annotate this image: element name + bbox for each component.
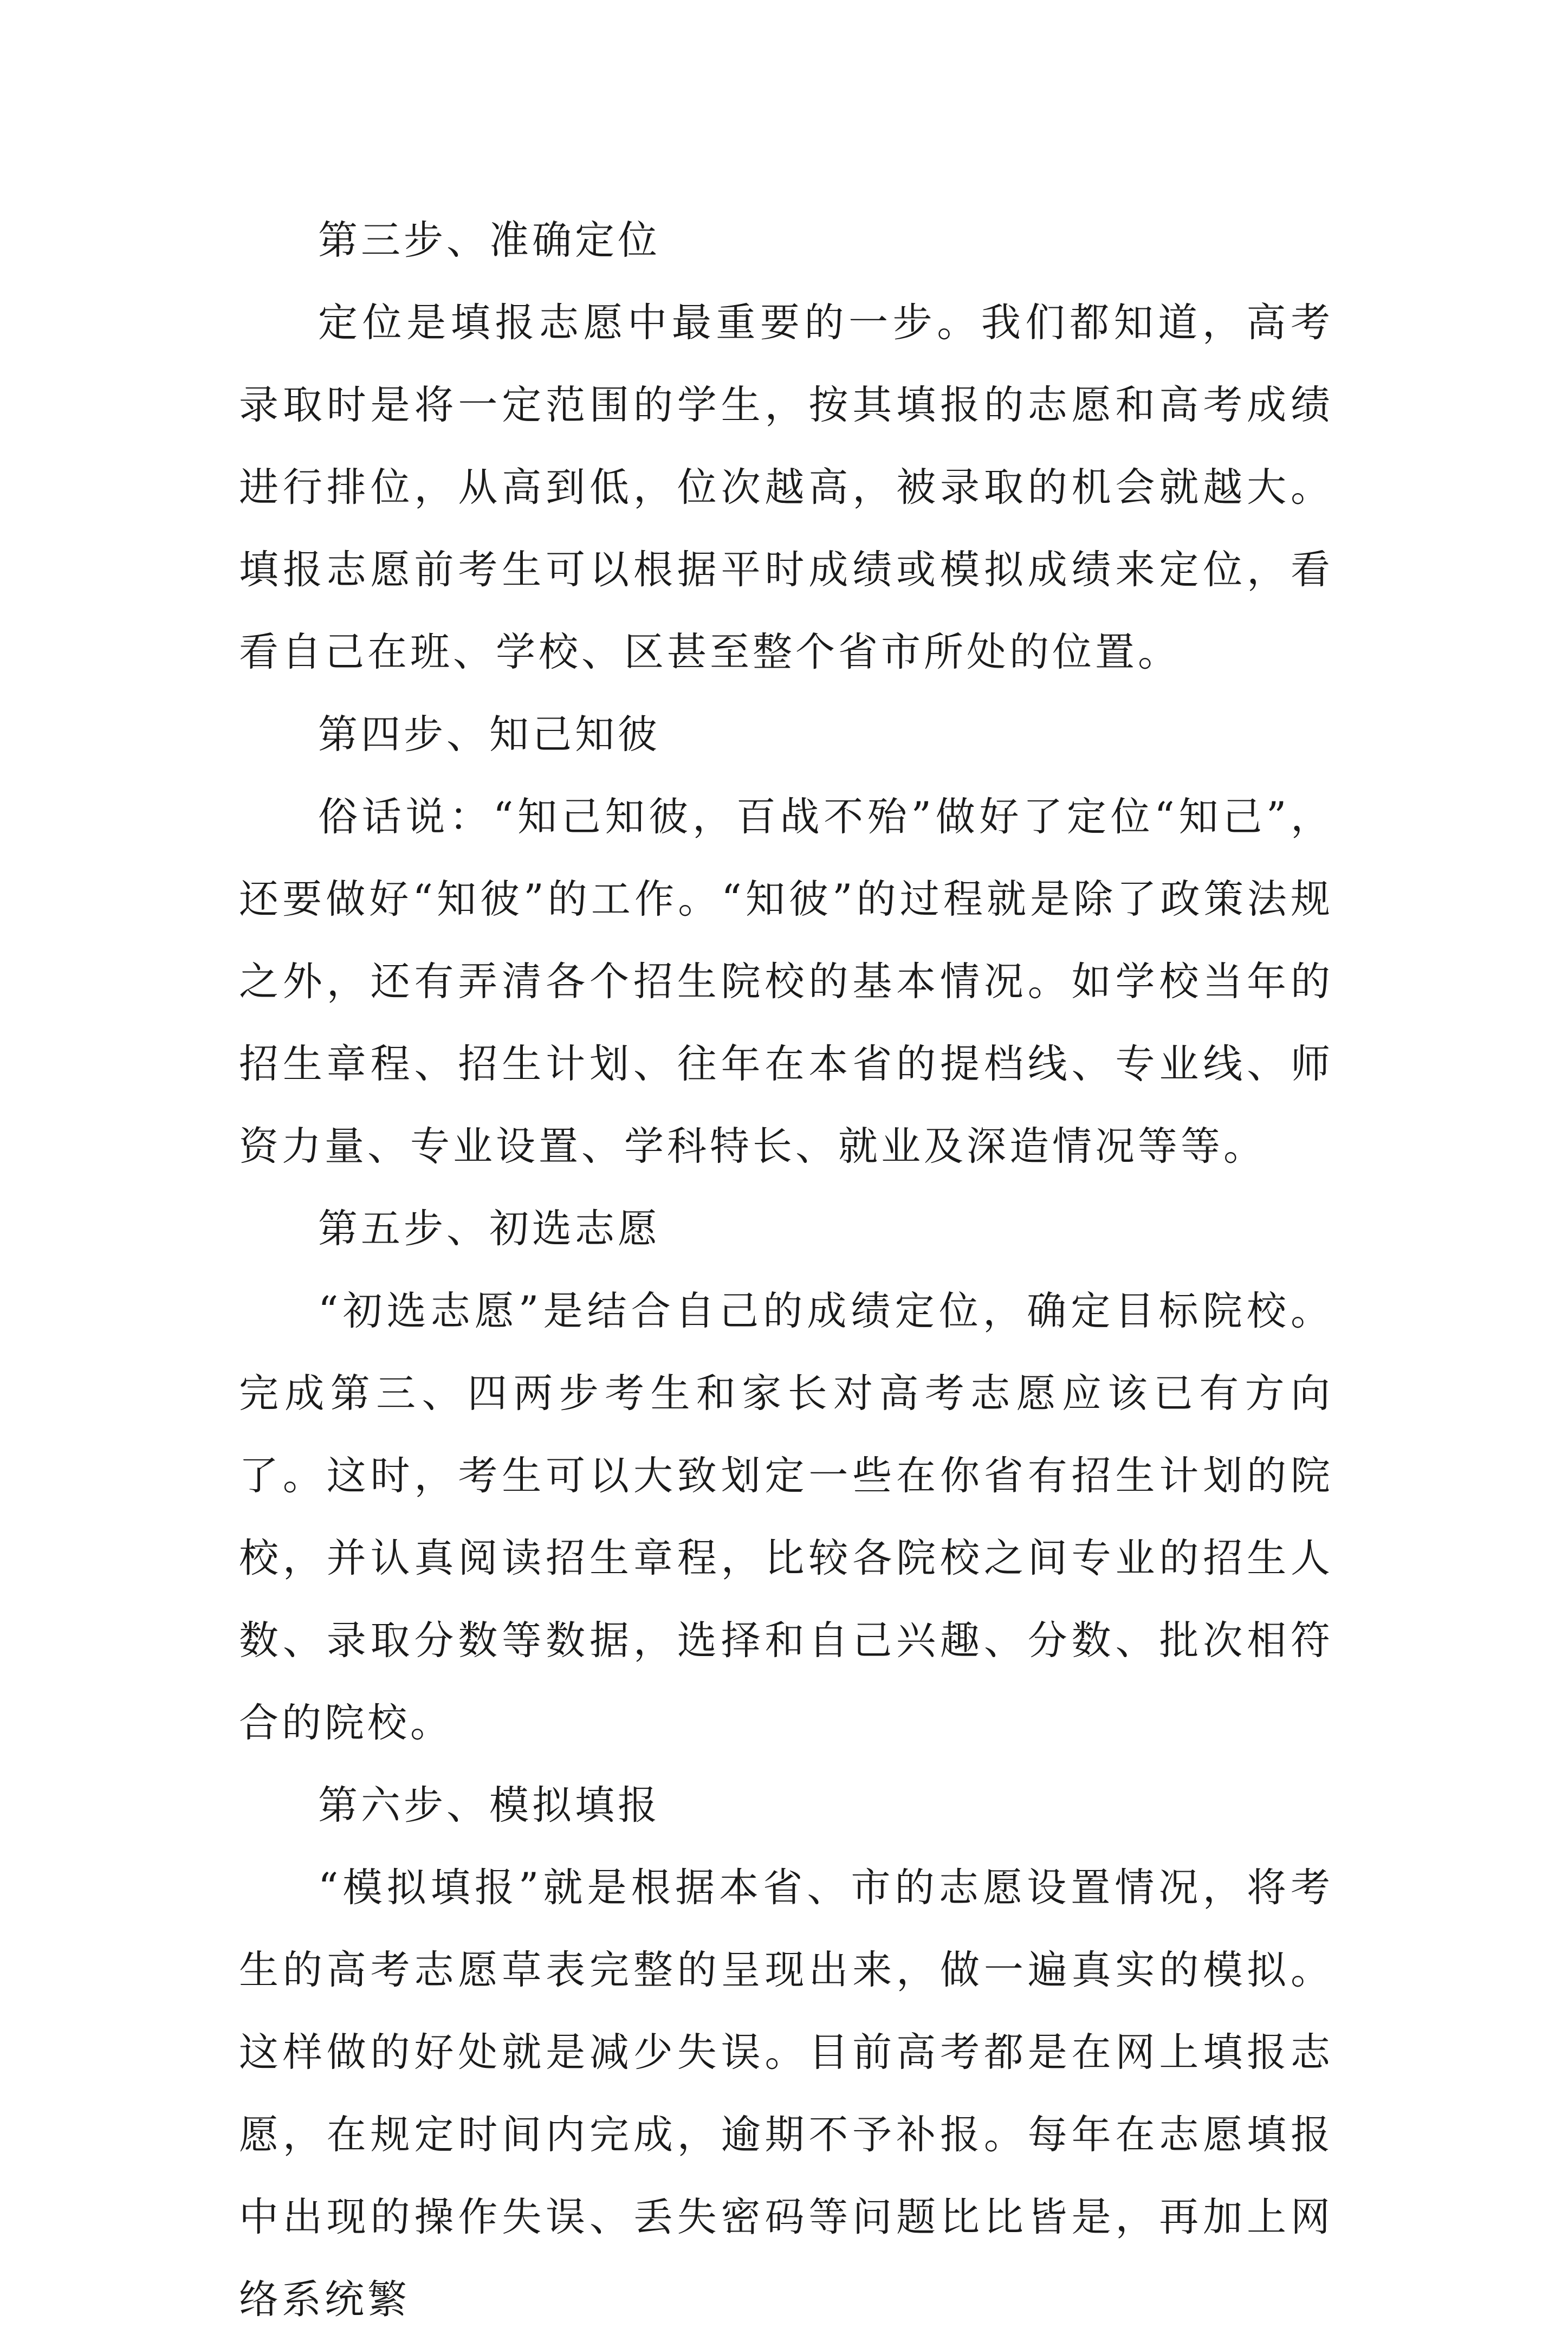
section-paragraph-step6: “模拟填报”就是根据本省、市的志愿设置情况，将考生的高考志愿草表完整的呈现出来，做一遍真实的模拟。这样做的好处就是减少失误。目前高考都是在网上填报志愿，在规定时间内完成，逾期不予补报。每年在志愿填报中出现的操作失误、丢失密码等问题比比皆是，再加上网络系统繁 xyxy=(239,1865,1333,2323)
section-heading-step3: 第三步、准确定位 xyxy=(318,217,660,263)
section-heading-step6: 第六步、模拟填报 xyxy=(318,1782,660,1828)
section-heading-step5: 第五步、初选志愿 xyxy=(318,1206,660,1252)
section-paragraph-step5: “初选志愿”是结合自己的成绩定位，确定目标院校。完成第三、四两步考生和家长对高考志愿应该已有方向了。这时，考生可以大致划定一些在你省有招生计划的院校，并认真阅读招生章程，比较各院校之间专业的招生人数、录取分数等数据，选择和自己兴趣、分数、批次相符合的院校。 xyxy=(239,1288,1333,1746)
section-paragraph-step3: 定位是填报志愿中最重要的一步。我们都知道，高考录取时是将一定范围的学生，按其填报的志愿和高考成绩进行排位，从高到低，位次越高，被录取的机会就越大。填报志愿前考生可以根据平时成绩或模拟成绩来定位，看看自己在班、学校、区甚至整个省市所处的位置。 xyxy=(239,300,1333,675)
section-paragraph-step4: 俗话说：“知己知彼，百战不殆”做好了定位“知己”，还要做好“知彼”的工作。“知彼”的过程就是除了政策法规之外，还有弄清各个招生院校的基本情况。如学校当年的招生章程、招生计划、往年在本省的提档线、专业线、师资力量、专业设置、学科特长、就业及深造情况等等。 xyxy=(239,794,1333,1169)
section-heading-step4: 第四步、知己知彼 xyxy=(318,712,660,758)
document-body xyxy=(239,199,1333,2341)
